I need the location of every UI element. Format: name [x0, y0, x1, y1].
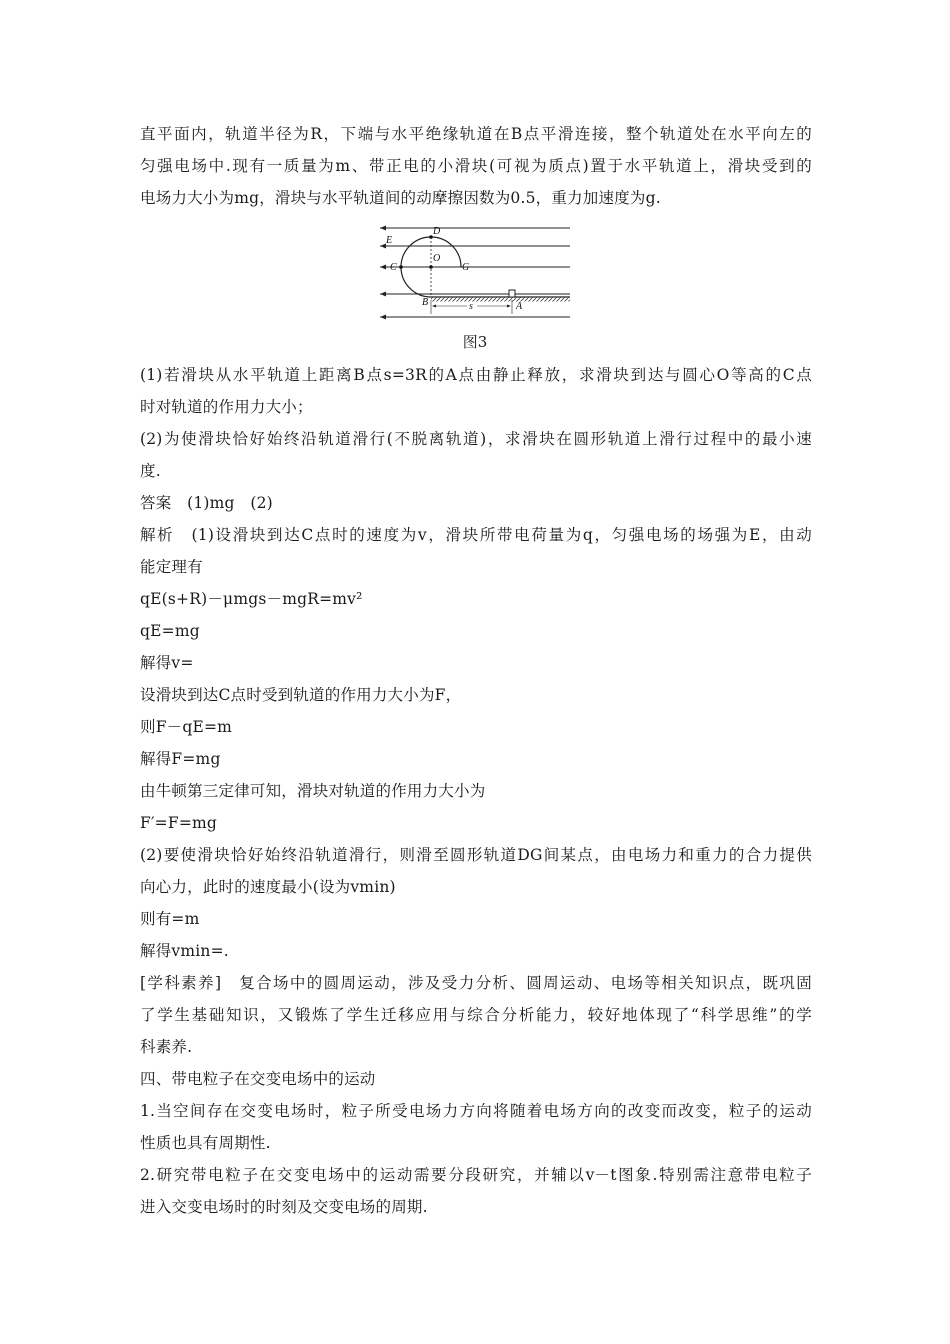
literacy-line-2: 了学生基础知识，又锻炼了学生迁移应用与综合分析能力，较好地体现了“科学思维”的学: [140, 1006, 812, 1024]
center-point-o: [429, 265, 433, 269]
question-2-line-2: 度.: [140, 462, 161, 480]
solution-line-14: 解得vmin=.: [140, 942, 229, 960]
label-o: O: [433, 253, 441, 264]
label-g: G: [462, 262, 470, 273]
section-item-1-line-1: 1.当空间存在交变电场时，粒子所受电场力方向将随着电场方向的改变而改变，粒子的运动: [140, 1102, 812, 1120]
field-lines: [380, 228, 570, 317]
label-b: B: [422, 297, 429, 308]
label-d: D: [433, 226, 441, 237]
label-a: A: [516, 301, 523, 312]
slider-block: [509, 290, 515, 297]
solution-line-6: 设滑块到达C点时受到轨道的作用力大小为F，: [140, 686, 462, 704]
intro-line-2: 匀强电场中.现有一质量为m、带正电的小滑块(可视为质点)置于水平轨道上，滑块受到的: [140, 157, 812, 175]
ground-hatching: [431, 298, 570, 302]
solution-line-5: 解得v=: [140, 654, 194, 672]
section-item-2-line-1: 2.研究带电粒子在交变电场中的运动需要分段研究，并辅以v－t图象.特别需注意带电粒子: [140, 1166, 812, 1184]
solution-line-12: 向心力，此时的速度最小(设为vmin): [140, 878, 396, 896]
solution-line-10: F′=F=mg: [140, 814, 218, 832]
question-1-line-2: 时对轨道的作用力大小；: [140, 398, 313, 416]
s-arrowhead-right: [507, 305, 511, 308]
solution-line-8: 解得F=mg: [140, 750, 221, 768]
literacy-line-3: 科素养.: [140, 1038, 193, 1056]
label-s: s: [469, 301, 473, 312]
intro-line-3: 电场力大小为mg，滑块与水平轨道间的动摩擦因数为0.5，重力加速度为g.: [140, 189, 661, 207]
solution-line-11: (2)要使滑块恰好始终沿轨道滑行，则滑至圆形轨道DG间某点，由电场力和重力的合力提供: [140, 846, 812, 864]
section-item-1-line-2: 性质也具有周期性.: [140, 1134, 271, 1152]
answer-line: 答案 (1)mg (2): [140, 494, 273, 512]
label-c: C: [390, 262, 397, 273]
figure-caption: 图3: [462, 333, 488, 351]
s-arrowhead-left: [432, 305, 436, 308]
solution-equation-1: qE(s+R)－μmgs－mgR=mv²: [140, 590, 363, 608]
solution-equation-2: qE=mg: [140, 622, 200, 640]
section-heading: 四、带电粒子在交变电场中的运动: [140, 1070, 376, 1088]
solution-line-9: 由牛顿第三定律可知，滑块对轨道的作用力大小为: [140, 782, 486, 800]
section-item-2-line-2: 进入交变电场时的时刻及交变电场的周期.: [140, 1198, 428, 1216]
solution-line-1: 解析 (1)设滑块到达C点时的速度为v，滑块所带电荷量为q，匀强电场的场强为E，由动: [140, 526, 812, 544]
solution-line-2: 能定理有: [140, 558, 203, 576]
question-1-line-1: (1)若滑块从水平轨道上距离B点s=3R的A点由静止释放，求滑块到达与圆心O等高的C点: [140, 366, 812, 384]
label-e: E: [386, 235, 393, 246]
question-2-line-1: (2)为使滑块恰好始终沿轨道滑行(不脱离轨道)，求滑块在圆形轨道上滑行过程中的最小速: [140, 430, 812, 448]
intro-line-1: 直平面内，轨道半径为R，下端与水平绝缘轨道在B点平滑连接，整个轨道处在水平向左的: [140, 125, 812, 143]
track-diagram: [376, 222, 572, 322]
solution-line-13: 则有=m: [140, 910, 200, 928]
literacy-line-1: [学科素养] 复合场中的圆周运动，涉及受力分析、圆周运动、电场等相关知识点，既巩固: [140, 974, 812, 992]
solution-line-7: 则F－qE=m: [140, 718, 233, 736]
point-c: [399, 265, 403, 269]
